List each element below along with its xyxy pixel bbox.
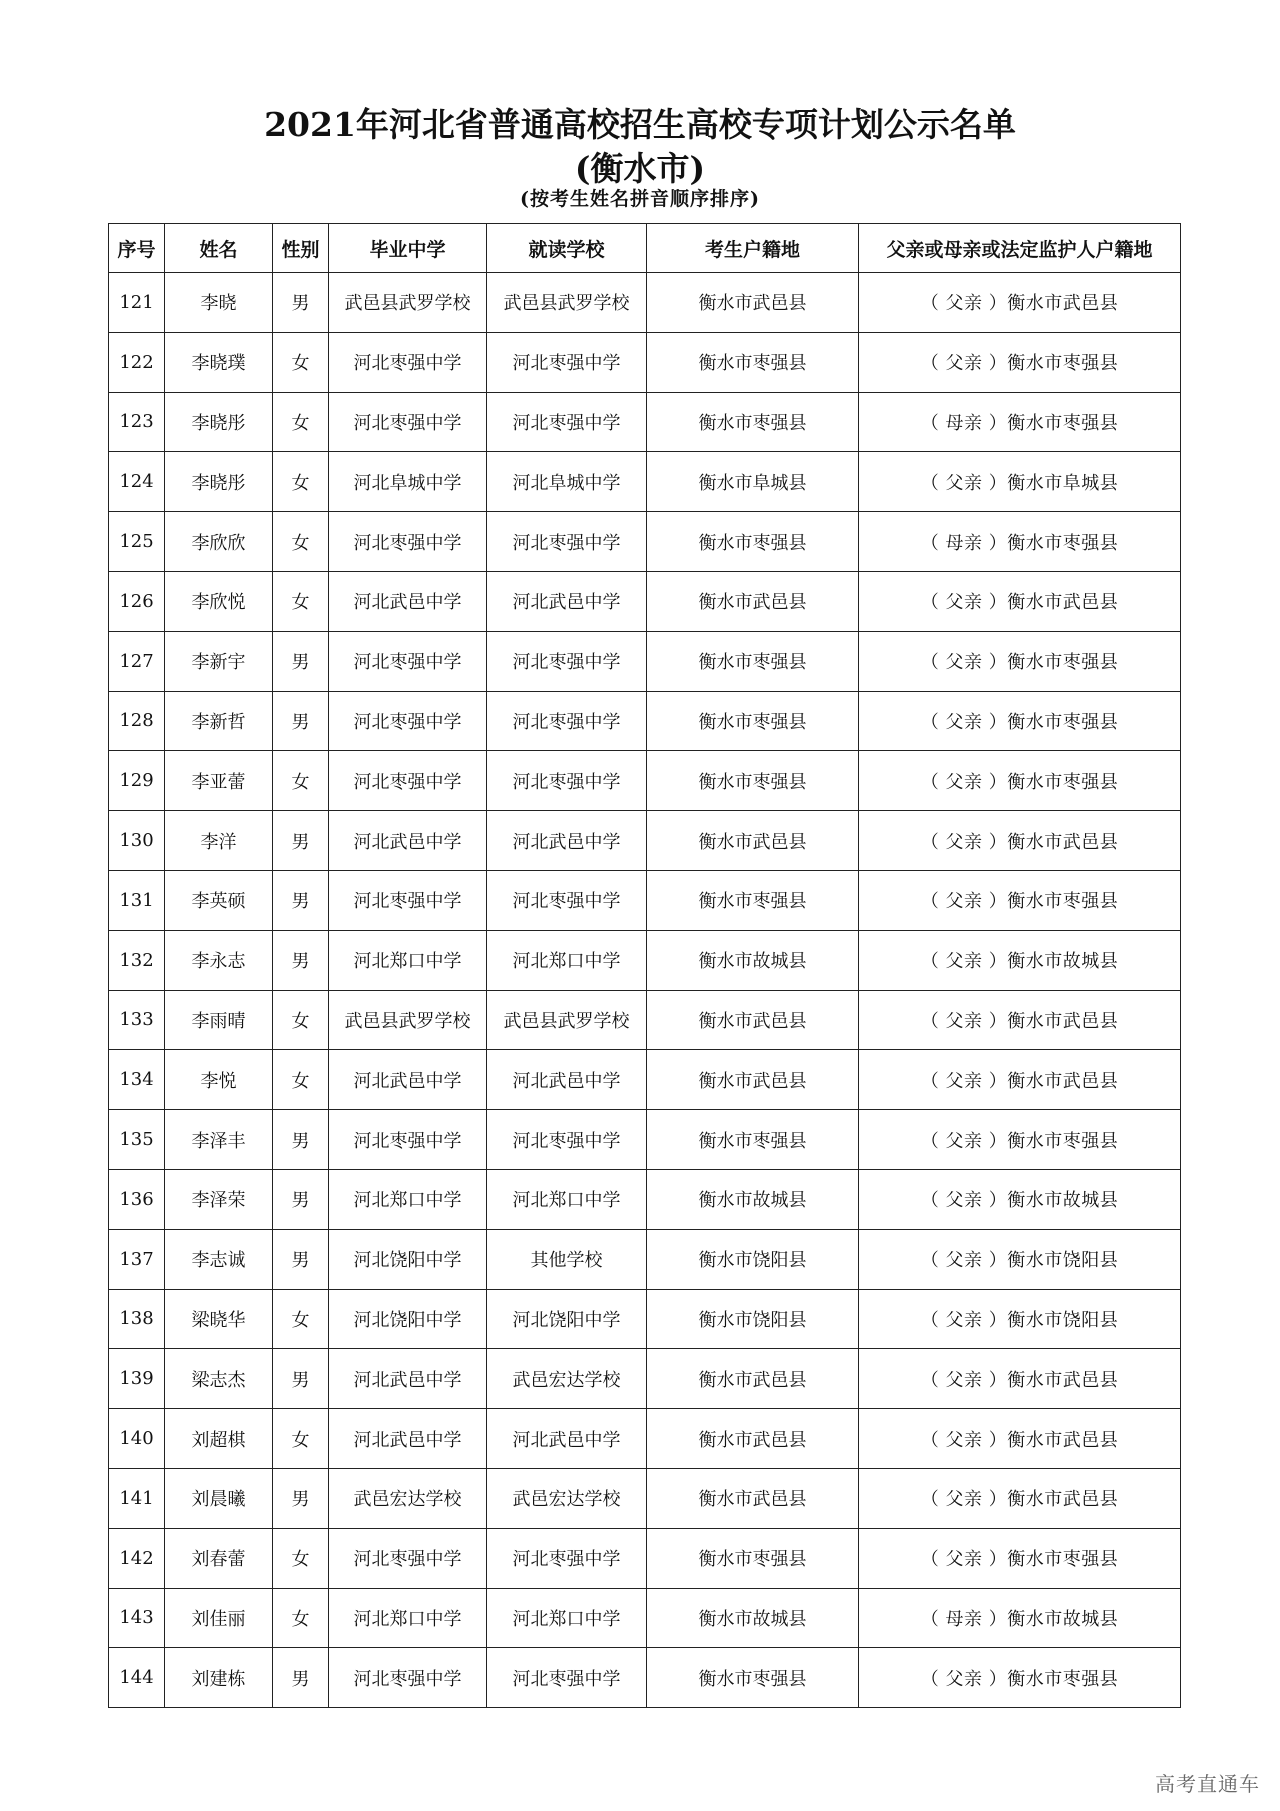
column-header-student-household: 考生户籍地 <box>647 224 859 273</box>
cell-student-household: 衡水市枣强县 <box>647 1528 859 1588</box>
cell-gender: 男 <box>273 1349 329 1409</box>
table-row <box>109 452 1181 512</box>
column-header-name: 姓名 <box>165 224 273 273</box>
cell-number: 131 <box>109 870 165 930</box>
cell-gender: 女 <box>273 1409 329 1469</box>
table-row <box>109 870 1181 930</box>
table-row <box>109 631 1181 691</box>
table-row <box>109 811 1181 871</box>
cell-guardian-household: （ 父亲 ）衡水市枣强县 <box>859 691 1181 751</box>
cell-current-school: 河北枣强中学 <box>487 1528 647 1588</box>
cell-current-school: 河北枣强中学 <box>487 392 647 452</box>
cell-graduation-school: 河北枣强中学 <box>329 332 487 392</box>
cell-number: 130 <box>109 811 165 871</box>
table-row <box>109 512 1181 572</box>
cell-name: 李悦 <box>165 1050 273 1110</box>
cell-name: 李晓彤 <box>165 452 273 512</box>
cell-graduation-school: 河北郑口中学 <box>329 1588 487 1648</box>
cell-number: 133 <box>109 990 165 1050</box>
document-title: 2021年河北省普通高校招生高校专项计划公示名单 <box>264 105 1016 144</box>
cell-name: 李泽荣 <box>165 1169 273 1229</box>
cell-graduation-school: 河北武邑中学 <box>329 1409 487 1469</box>
cell-guardian-household: （ 父亲 ）衡水市故城县 <box>859 1169 1181 1229</box>
cell-guardian-household: （ 父亲 ）衡水市枣强县 <box>859 631 1181 691</box>
cell-number: 136 <box>109 1169 165 1229</box>
cell-gender: 男 <box>273 811 329 871</box>
cell-current-school: 河北饶阳中学 <box>487 1289 647 1349</box>
cell-current-school: 河北阜城中学 <box>487 452 647 512</box>
cell-student-household: 衡水市武邑县 <box>647 571 859 631</box>
cell-graduation-school: 河北枣强中学 <box>329 1528 487 1588</box>
cell-current-school: 河北枣强中学 <box>487 691 647 751</box>
cell-gender: 女 <box>273 1528 329 1588</box>
cell-graduation-school: 河北武邑中学 <box>329 1349 487 1409</box>
cell-gender: 女 <box>273 1050 329 1110</box>
cell-gender: 男 <box>273 1648 329 1708</box>
cell-number: 138 <box>109 1289 165 1349</box>
cell-gender: 女 <box>273 512 329 572</box>
cell-graduation-school: 河北枣强中学 <box>329 631 487 691</box>
cell-graduation-school: 河北武邑中学 <box>329 571 487 631</box>
cell-gender: 男 <box>273 1229 329 1289</box>
cell-number: 132 <box>109 930 165 990</box>
cell-number: 142 <box>109 1528 165 1588</box>
cell-gender: 女 <box>273 392 329 452</box>
cell-graduation-school: 河北饶阳中学 <box>329 1289 487 1349</box>
cell-gender: 男 <box>273 691 329 751</box>
cell-number: 134 <box>109 1050 165 1110</box>
table-row <box>109 332 1181 392</box>
cell-name: 李英硕 <box>165 870 273 930</box>
cell-gender: 男 <box>273 273 329 333</box>
cell-guardian-household: （ 母亲 ）衡水市枣强县 <box>859 392 1181 452</box>
cell-number: 137 <box>109 1229 165 1289</box>
cell-gender: 女 <box>273 751 329 811</box>
cell-number: 144 <box>109 1648 165 1708</box>
cell-graduation-school: 河北枣强中学 <box>329 512 487 572</box>
cell-current-school: 河北枣强中学 <box>487 870 647 930</box>
cell-current-school: 河北枣强中学 <box>487 332 647 392</box>
cell-name: 李晓璞 <box>165 332 273 392</box>
student-roster-table <box>108 223 1181 1708</box>
cell-graduation-school: 河北枣强中学 <box>329 870 487 930</box>
table-row <box>109 1289 1181 1349</box>
cell-current-school: 河北郑口中学 <box>487 1588 647 1648</box>
cell-student-household: 衡水市枣强县 <box>647 751 859 811</box>
cell-graduation-school: 河北郑口中学 <box>329 1169 487 1229</box>
cell-student-household: 衡水市枣强县 <box>647 1110 859 1170</box>
table-row <box>109 691 1181 751</box>
table-row <box>109 930 1181 990</box>
cell-current-school: 河北枣强中学 <box>487 1110 647 1170</box>
cell-guardian-household: （ 父亲 ）衡水市阜城县 <box>859 452 1181 512</box>
column-header-graduation-school: 毕业中学 <box>329 224 487 273</box>
cell-gender: 男 <box>273 1468 329 1528</box>
cell-gender: 男 <box>273 930 329 990</box>
cell-name: 李志诚 <box>165 1229 273 1289</box>
table-row <box>109 1349 1181 1409</box>
cell-student-household: 衡水市武邑县 <box>647 1409 859 1469</box>
cell-current-school: 河北武邑中学 <box>487 811 647 871</box>
cell-number: 122 <box>109 332 165 392</box>
sort-note: (按考生姓名拼音顺序排序) <box>520 188 760 210</box>
cell-current-school: 河北枣强中学 <box>487 1648 647 1708</box>
cell-gender: 女 <box>273 990 329 1050</box>
table-row <box>109 1229 1181 1289</box>
table-row <box>109 1110 1181 1170</box>
cell-gender: 男 <box>273 1110 329 1170</box>
cell-name: 李晓 <box>165 273 273 333</box>
cell-guardian-household: （ 父亲 ）衡水市饶阳县 <box>859 1229 1181 1289</box>
cell-student-household: 衡水市武邑县 <box>647 273 859 333</box>
table-row <box>109 1468 1181 1528</box>
cell-guardian-household: （ 父亲 ）衡水市故城县 <box>859 930 1181 990</box>
cell-name: 李雨晴 <box>165 990 273 1050</box>
cell-gender: 女 <box>273 332 329 392</box>
cell-name: 刘佳丽 <box>165 1588 273 1648</box>
cell-name: 李新哲 <box>165 691 273 751</box>
cell-name: 李晓彤 <box>165 392 273 452</box>
cell-student-household: 衡水市武邑县 <box>647 1349 859 1409</box>
cell-name: 梁志杰 <box>165 1349 273 1409</box>
cell-guardian-household: （ 父亲 ）衡水市枣强县 <box>859 1528 1181 1588</box>
cell-name: 李亚蕾 <box>165 751 273 811</box>
cell-current-school: 河北枣强中学 <box>487 631 647 691</box>
cell-guardian-household: （ 父亲 ）衡水市武邑县 <box>859 273 1181 333</box>
cell-guardian-household: （ 母亲 ）衡水市枣强县 <box>859 512 1181 572</box>
cell-guardian-household: （ 父亲 ）衡水市枣强县 <box>859 1110 1181 1170</box>
cell-guardian-household: （ 母亲 ）衡水市故城县 <box>859 1588 1181 1648</box>
cell-current-school: 河北武邑中学 <box>487 571 647 631</box>
table-row <box>109 990 1181 1050</box>
cell-graduation-school: 河北枣强中学 <box>329 1110 487 1170</box>
cell-number: 141 <box>109 1468 165 1528</box>
cell-guardian-household: （ 父亲 ）衡水市枣强县 <box>859 332 1181 392</box>
cell-student-household: 衡水市饶阳县 <box>647 1229 859 1289</box>
cell-guardian-household: （ 父亲 ）衡水市武邑县 <box>859 1050 1181 1110</box>
cell-guardian-household: （ 父亲 ）衡水市武邑县 <box>859 811 1181 871</box>
cell-gender: 男 <box>273 1169 329 1229</box>
cell-current-school: 武邑宏达学校 <box>487 1349 647 1409</box>
column-header-current-school: 就读学校 <box>487 224 647 273</box>
cell-name: 刘建栋 <box>165 1648 273 1708</box>
cell-gender: 女 <box>273 571 329 631</box>
cell-student-household: 衡水市枣强县 <box>647 631 859 691</box>
cell-graduation-school: 河北阜城中学 <box>329 452 487 512</box>
cell-guardian-household: （ 父亲 ）衡水市武邑县 <box>859 990 1181 1050</box>
cell-graduation-school: 河北枣强中学 <box>329 392 487 452</box>
cell-student-household: 衡水市枣强县 <box>647 392 859 452</box>
table-row <box>109 1050 1181 1110</box>
table-row <box>109 751 1181 811</box>
table-row <box>109 1169 1181 1229</box>
cell-student-household: 衡水市武邑县 <box>647 1050 859 1110</box>
cell-number: 143 <box>109 1588 165 1648</box>
cell-current-school: 河北郑口中学 <box>487 1169 647 1229</box>
cell-number: 121 <box>109 273 165 333</box>
city-subtitle: (衡水市) <box>574 149 706 188</box>
cell-guardian-household: （ 父亲 ）衡水市饶阳县 <box>859 1289 1181 1349</box>
table-row <box>109 392 1181 452</box>
cell-graduation-school: 武邑宏达学校 <box>329 1468 487 1528</box>
cell-student-household: 衡水市枣强县 <box>647 691 859 751</box>
cell-number: 135 <box>109 1110 165 1170</box>
cell-name: 李欣欣 <box>165 512 273 572</box>
cell-student-household: 衡水市枣强县 <box>647 512 859 572</box>
cell-graduation-school: 武邑县武罗学校 <box>329 990 487 1050</box>
table-header-row <box>109 224 1181 273</box>
cell-name: 刘春蕾 <box>165 1528 273 1588</box>
cell-number: 128 <box>109 691 165 751</box>
cell-student-household: 衡水市枣强县 <box>647 870 859 930</box>
table-row <box>109 273 1181 333</box>
cell-student-household: 衡水市阜城县 <box>647 452 859 512</box>
cell-name: 刘超棋 <box>165 1409 273 1469</box>
cell-student-household: 衡水市故城县 <box>647 1588 859 1648</box>
cell-guardian-household: （ 父亲 ）衡水市武邑县 <box>859 571 1181 631</box>
cell-current-school: 河北郑口中学 <box>487 930 647 990</box>
cell-student-household: 衡水市武邑县 <box>647 811 859 871</box>
column-header-gender: 性别 <box>273 224 329 273</box>
cell-graduation-school: 河北枣强中学 <box>329 1648 487 1708</box>
cell-gender: 男 <box>273 870 329 930</box>
cell-name: 刘晨曦 <box>165 1468 273 1528</box>
cell-gender: 女 <box>273 1588 329 1648</box>
cell-current-school: 武邑县武罗学校 <box>487 990 647 1050</box>
cell-guardian-household: （ 父亲 ）衡水市武邑县 <box>859 1409 1181 1469</box>
cell-current-school: 河北武邑中学 <box>487 1050 647 1110</box>
cell-gender: 女 <box>273 1289 329 1349</box>
cell-guardian-household: （ 父亲 ）衡水市武邑县 <box>859 1468 1181 1528</box>
column-header-guardian-household: 父亲或母亲或法定监护人户籍地 <box>859 224 1181 273</box>
cell-number: 129 <box>109 751 165 811</box>
table-row <box>109 1588 1181 1648</box>
table-row <box>109 1528 1181 1588</box>
cell-graduation-school: 河北武邑中学 <box>329 1050 487 1110</box>
table-body <box>109 273 1181 1708</box>
cell-graduation-school: 河北武邑中学 <box>329 811 487 871</box>
cell-current-school: 河北枣强中学 <box>487 512 647 572</box>
watermark: 高考直通车 <box>1155 1772 1260 1796</box>
cell-number: 123 <box>109 392 165 452</box>
cell-number: 126 <box>109 571 165 631</box>
cell-student-household: 衡水市枣强县 <box>647 1648 859 1708</box>
cell-name: 梁晓华 <box>165 1289 273 1349</box>
table-row <box>109 1648 1181 1708</box>
cell-graduation-school: 河北枣强中学 <box>329 751 487 811</box>
cell-name: 李新宇 <box>165 631 273 691</box>
cell-current-school: 河北枣强中学 <box>487 751 647 811</box>
cell-graduation-school: 武邑县武罗学校 <box>329 273 487 333</box>
cell-guardian-household: （ 父亲 ）衡水市枣强县 <box>859 751 1181 811</box>
cell-number: 127 <box>109 631 165 691</box>
column-header-number: 序号 <box>109 224 165 273</box>
cell-guardian-household: （ 父亲 ）衡水市枣强县 <box>859 870 1181 930</box>
cell-gender: 男 <box>273 631 329 691</box>
cell-graduation-school: 河北枣强中学 <box>329 691 487 751</box>
cell-current-school: 其他学校 <box>487 1229 647 1289</box>
cell-name: 李永志 <box>165 930 273 990</box>
cell-graduation-school: 河北郑口中学 <box>329 930 487 990</box>
cell-current-school: 河北武邑中学 <box>487 1409 647 1469</box>
cell-guardian-household: （ 父亲 ）衡水市枣强县 <box>859 1648 1181 1708</box>
cell-student-household: 衡水市故城县 <box>647 930 859 990</box>
cell-student-household: 衡水市枣强县 <box>647 332 859 392</box>
table-row <box>109 571 1181 631</box>
cell-name: 李泽丰 <box>165 1110 273 1170</box>
cell-gender: 女 <box>273 452 329 512</box>
cell-number: 124 <box>109 452 165 512</box>
cell-student-household: 衡水市饶阳县 <box>647 1289 859 1349</box>
cell-name: 李洋 <box>165 811 273 871</box>
cell-graduation-school: 河北饶阳中学 <box>329 1229 487 1289</box>
cell-student-household: 衡水市武邑县 <box>647 990 859 1050</box>
cell-guardian-household: （ 父亲 ）衡水市武邑县 <box>859 1349 1181 1409</box>
cell-name: 李欣悦 <box>165 571 273 631</box>
cell-number: 139 <box>109 1349 165 1409</box>
table-row <box>109 1409 1181 1469</box>
cell-student-household: 衡水市武邑县 <box>647 1468 859 1528</box>
cell-number: 140 <box>109 1409 165 1469</box>
cell-current-school: 武邑宏达学校 <box>487 1468 647 1528</box>
cell-number: 125 <box>109 512 165 572</box>
cell-student-household: 衡水市故城县 <box>647 1169 859 1229</box>
cell-current-school: 武邑县武罗学校 <box>487 273 647 333</box>
